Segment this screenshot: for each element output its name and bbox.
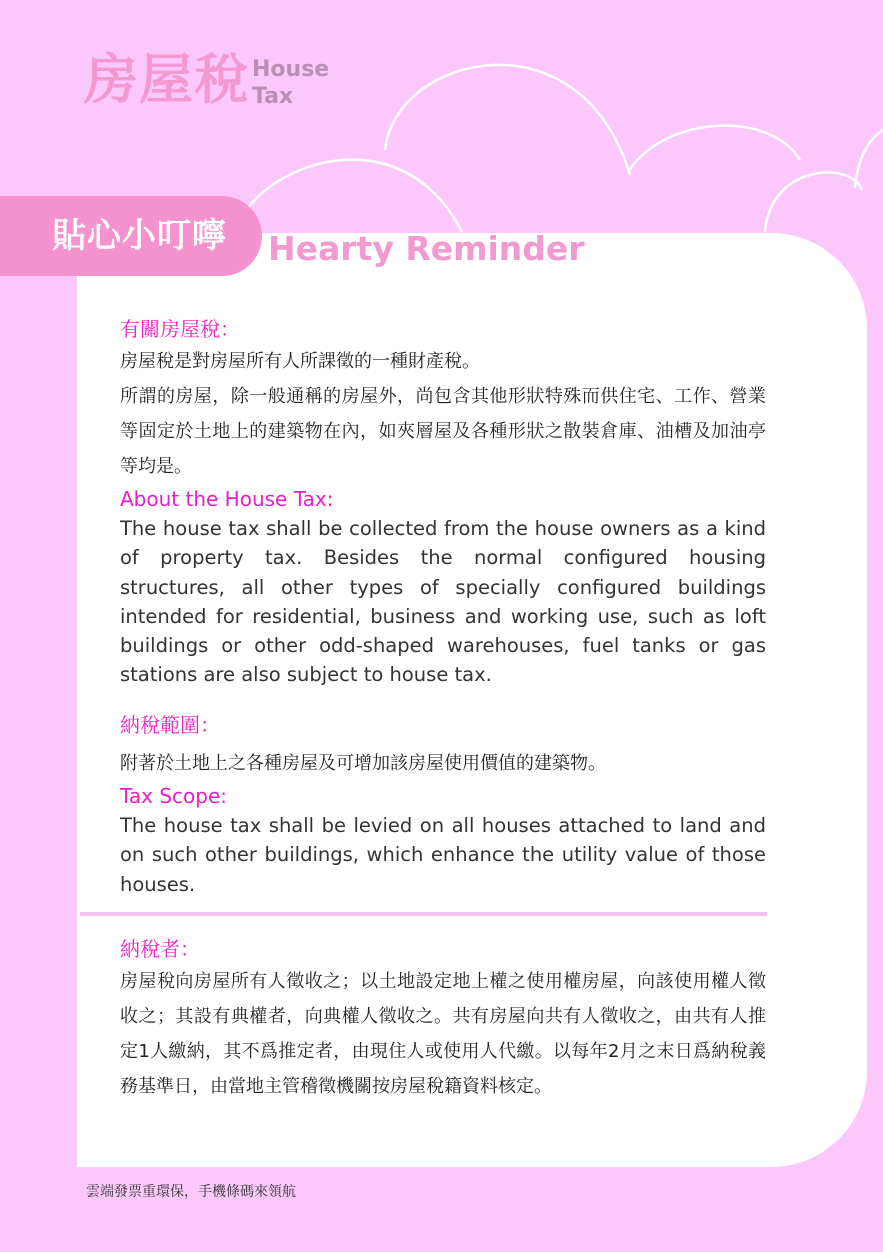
section-heading-english: About the House Tax: bbox=[120, 487, 334, 511]
section-heading: 納稅者： bbox=[120, 937, 200, 961]
reminder-label: 貼心小叮嚀 bbox=[52, 216, 227, 256]
section-paragraph: 附著於土地上之各種房屋及可增加該房屋使用價值的建築物。 bbox=[120, 753, 606, 774]
section-paragraph-english: The house tax shall be levied on all houses attached to land and on such other buildings, which enhance the utility value of those houses. bbox=[120, 814, 766, 896]
section-taxpayer bbox=[120, 934, 766, 1104]
section-heading: 納稅範圍： bbox=[120, 713, 220, 737]
section-paragraph: 房屋稅是對房屋所有人所課徵的一種財產稅。 bbox=[120, 351, 480, 372]
section-paragraph: 房屋稅向房屋所有人徵收之；以土地設定地上權之使用權房屋，向該使用權人徵收之；其設有典權者，向典權人徵收之。共有房屋向共有人徵收之，由共有人推定1人繳納，其不爲推定者，由現住人或使用人代繳。以每年2月之末日爲納稅義務基準日，由當地主管稽徵機關按房屋稅籍資料核定。 bbox=[120, 971, 766, 1097]
page-title-english-line1: House bbox=[252, 57, 330, 82]
section-about bbox=[120, 314, 766, 690]
page-title-english bbox=[252, 56, 329, 110]
section-paragraph: 所謂的房屋，除一般通稱的房屋外，尚包含其他形狀特殊而供住宅、工作、營業等固定於土地上的建築物在內，如夾層屋及各種形狀之散裝倉庫、油槽及加油亭等均是。 bbox=[120, 386, 766, 477]
section-heading-english: Tax Scope: bbox=[120, 784, 228, 808]
section-paragraph-english: The house tax shall be collected from the house owners as a kind of property tax. Besides the normal configured housing structures, all other types of specially configured buildings intended for residential, business and working use, such as loft buildings or other odd-shaped warehouses, fuel tanks or gas stations are also subject to house tax. bbox=[120, 517, 766, 687]
section-heading: 有關房屋稅： bbox=[120, 317, 240, 341]
footer-slogan: 雲端發票重環保，手機條碼來領航 bbox=[86, 1184, 296, 1200]
section-scope bbox=[120, 710, 766, 899]
section-divider bbox=[80, 912, 767, 916]
reminder-label-english: Hearty Reminder bbox=[268, 229, 585, 268]
page-title-english-line2: Tax bbox=[252, 84, 294, 109]
page-title: 房屋稅 bbox=[84, 48, 249, 111]
